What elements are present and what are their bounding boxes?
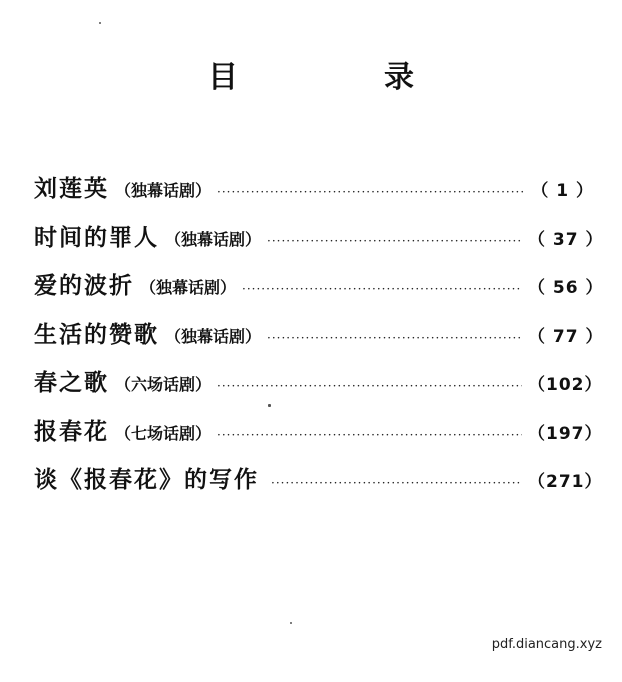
scan-speck bbox=[290, 622, 292, 624]
leader-dots bbox=[267, 234, 522, 248]
entry-title: 刘莲英 bbox=[34, 175, 109, 202]
leader-dots bbox=[242, 282, 522, 296]
entry-genre: （独幕话剧） bbox=[165, 326, 262, 346]
source-watermark: pdf.diancang.xyz bbox=[491, 637, 602, 652]
leader-dots bbox=[267, 331, 522, 345]
entry-title: 谈《报春花》的写作 bbox=[34, 466, 259, 493]
toc-entry bbox=[34, 413, 603, 462]
entry-title: 报春花 bbox=[34, 417, 109, 445]
page-title: 目 录 bbox=[208, 60, 472, 95]
entry-title: 爱的波折 bbox=[34, 272, 134, 299]
leader-dots bbox=[217, 379, 522, 393]
entry-title: 生活的赞歌 bbox=[34, 320, 159, 348]
entry-page: （102） bbox=[528, 375, 603, 395]
entry-page: （ 1 ） bbox=[531, 181, 594, 201]
toc-entry bbox=[34, 364, 603, 413]
entry-page: （ 56 ） bbox=[528, 278, 604, 298]
toc-entry bbox=[34, 170, 594, 219]
leader-dots bbox=[217, 428, 522, 442]
entry-genre: （独幕话剧） bbox=[115, 181, 212, 200]
entry-page: （271） bbox=[528, 472, 603, 492]
scan-speck bbox=[268, 404, 271, 407]
entry-genre: （六场话剧） bbox=[115, 375, 212, 394]
entry-title: 春之歌 bbox=[34, 369, 109, 396]
entry-genre: （独幕话剧） bbox=[140, 278, 237, 297]
leader-dots bbox=[217, 185, 525, 199]
toc-entry bbox=[34, 219, 604, 268]
entry-genre: （独幕话剧） bbox=[165, 229, 262, 249]
entry-genre: （七场话剧） bbox=[115, 423, 212, 443]
entry-title: 时间的罪人 bbox=[34, 223, 159, 251]
entry-page: （197） bbox=[528, 423, 603, 444]
entry-page: （ 77 ） bbox=[528, 326, 604, 347]
entry-page: （ 37 ） bbox=[528, 229, 604, 250]
toc-entry bbox=[34, 316, 604, 365]
table-of-contents bbox=[34, 170, 604, 510]
toc-entry bbox=[34, 267, 604, 316]
toc-entry bbox=[34, 461, 603, 510]
leader-dots bbox=[271, 476, 522, 490]
scan-speck bbox=[99, 22, 101, 24]
